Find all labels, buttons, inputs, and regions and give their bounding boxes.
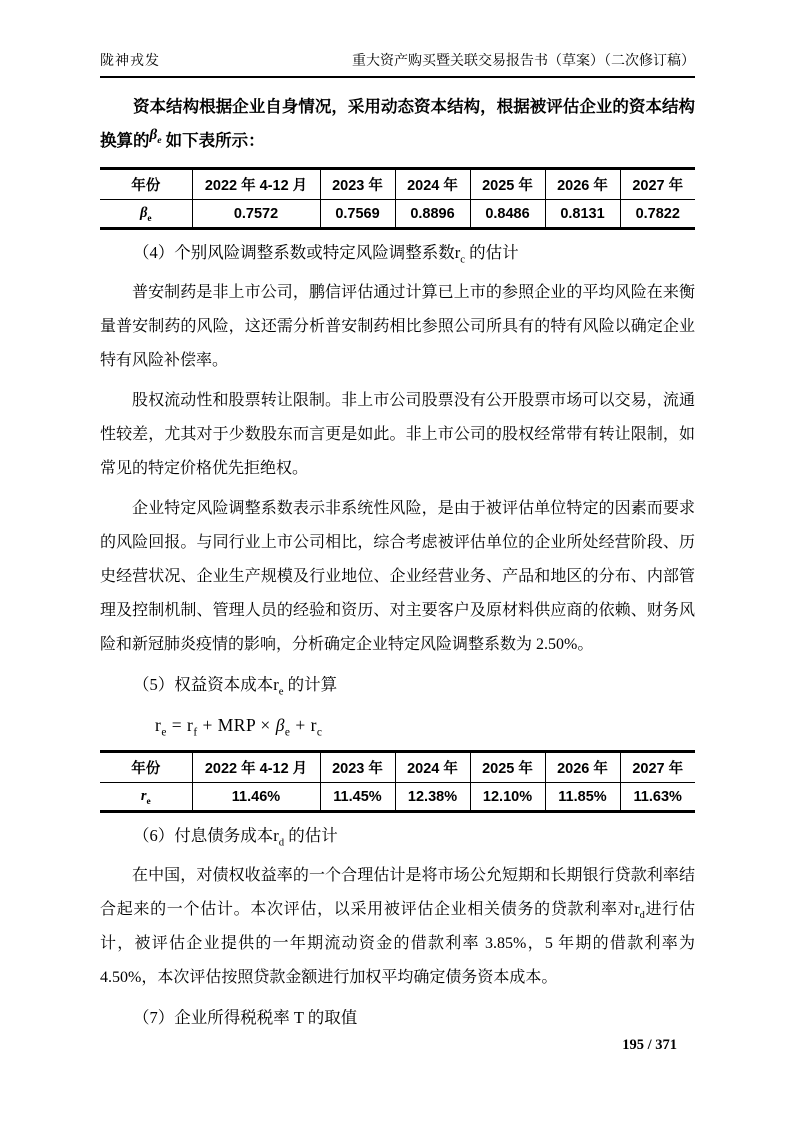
table-cell: 0.8486 (470, 200, 545, 229)
table-cell: 11.46% (192, 783, 320, 812)
formula-term: = r (166, 715, 194, 735)
formula-subscript: e (161, 726, 167, 739)
beta-subscript: e (157, 135, 162, 146)
table-cell: 12.10% (470, 783, 545, 812)
table-cell: 11.45% (320, 783, 395, 812)
page-header (100, 50, 695, 78)
intro-text-post: 如下表所示： (161, 131, 265, 150)
table-cell: 0.8896 (395, 200, 470, 229)
paragraph-text: 在中国，对债权收益率的一个合理估计是将市场公允短期和长期银行贷款利率结合起来的一个估计。本次评估，以采用被评估企业相关债务的贷款利率对r (100, 867, 695, 918)
section-heading-5 (100, 668, 695, 702)
table-cell: 11.85% (545, 783, 620, 812)
heading-text: （4）个别风险调整系数或特定风险调整系数r (133, 243, 461, 262)
column-header: 2022 年 4-12 月 (192, 752, 320, 783)
heading-text: 的估计 (284, 826, 338, 845)
column-header: 2026 年 (545, 169, 620, 200)
re-row-label (100, 783, 192, 812)
intro-text-pre: 资本结构根据企业自身情况，采用动态资本结构，根据被评估企业的资本结构换算的 (100, 97, 695, 150)
intro-paragraph (100, 90, 695, 159)
heading-subscript: c (460, 253, 466, 266)
table-cell: 12.38% (395, 783, 470, 812)
column-header: 2027 年 (620, 752, 695, 783)
formula-term: r (155, 715, 162, 735)
table-cell: 0.8131 (545, 200, 620, 229)
heading-text: 的估计 (465, 243, 519, 262)
section-heading-6 (100, 819, 695, 853)
re-subscript: e (146, 796, 151, 807)
formula-term: + MRP × (197, 715, 276, 735)
column-header-year: 年份 (100, 752, 192, 783)
table-header-row (100, 752, 695, 783)
table-header-row (100, 169, 695, 200)
re-glyph: r (140, 788, 147, 804)
column-header: 2023 年 (320, 752, 395, 783)
beta-glyph: β (149, 127, 158, 143)
column-header: 2026 年 (545, 752, 620, 783)
column-header: 2024 年 (395, 169, 470, 200)
heading-text: （5）权益资本成本r (133, 675, 279, 694)
equity-cost-formula (100, 708, 695, 742)
table-cell: 0.7822 (620, 200, 695, 229)
heading-text: 的计算 (283, 675, 338, 694)
page-number: 195 / 371 (622, 1037, 677, 1053)
formula-term: + r (290, 715, 317, 735)
beta-by-year-table (100, 167, 695, 230)
paragraph-subscript: d (639, 910, 645, 922)
beta-glyph: β (275, 715, 285, 735)
column-header: 2025 年 (470, 169, 545, 200)
section-heading-7: （7）企业所得税税率 T 的取值 (133, 1008, 358, 1027)
formula-subscript: e (284, 726, 291, 739)
beta-glyph: β (139, 205, 148, 221)
table-cell: 0.7572 (192, 200, 320, 229)
beta-row-label (100, 200, 192, 229)
table-cell: 0.7569 (320, 200, 395, 229)
beta-symbol (149, 127, 162, 146)
heading-subscript: d (278, 836, 285, 849)
table-row (100, 783, 695, 812)
column-header: 2023 年 (320, 169, 395, 200)
formula-subscript: f (193, 726, 198, 739)
column-header-year: 年份 (100, 169, 192, 200)
column-header: 2027 年 (620, 169, 695, 200)
paragraph-debt-cost (100, 859, 695, 995)
column-header: 2024 年 (395, 752, 470, 783)
paragraph-specific-risk-factors: 企业特定风险调整系数表示非系统性风险，是由于被评估单位特定的因素而要求的风险回报。与同行业上市公司相比，综合考虑被评估单位的企业所处经营阶段、历史经营状况、企业生产规模及行业地位、企业经营业务、产品和地区的分布、内部管理及控制机制、管理人员的经验和资历、对主要客户及原材料供应商的依赖、财务风险和新冠肺炎疫情的影响，分析确定企业特定风险调整系数为 2.50%。 (100, 500, 695, 653)
header-doc-title: 重大资产购买暨关联交易报告书（草案）（二次修订稿） (352, 54, 695, 69)
paragraph-equity-liquidity: 股权流动性和股票转让限制。非上市公司股票没有公开股票市场可以交易，流通性较差，尤其对于少数股东而言更是如此。非上市公司的股权经常带有转让限制，如常见的特定价格优先拒绝权。 (100, 392, 695, 477)
table-row (100, 200, 695, 229)
heading-text: （6）付息债务成本r (133, 826, 279, 845)
equity-cost-by-year-table (100, 750, 695, 813)
header-company-name: 陇神戎发 (100, 54, 160, 69)
section-heading-4 (100, 236, 695, 270)
formula-subscript: c (316, 726, 323, 739)
column-header: 2022 年 4-12 月 (192, 169, 320, 200)
column-header: 2025 年 (470, 752, 545, 783)
table-cell: 11.63% (620, 783, 695, 812)
heading-subscript: e (278, 685, 284, 698)
beta-subscript: e (147, 213, 152, 224)
paragraph-risk-measurement: 普安制药是非上市公司，鹏信评估通过计算已上市的参照企业的平均风险在来衡量普安制药的风险，这还需分析普安制药相比参照公司所具有的特有风险以确定企业特有风险补偿率。 (100, 284, 695, 369)
paragraph-text: 进行估计，被评估企业提供的一年期流动资金的借款利率 3.85%，5 年期的借款利率为 4.50%，本次评估按照贷款金额进行加权平均确定债务资本成本。 (100, 901, 695, 986)
